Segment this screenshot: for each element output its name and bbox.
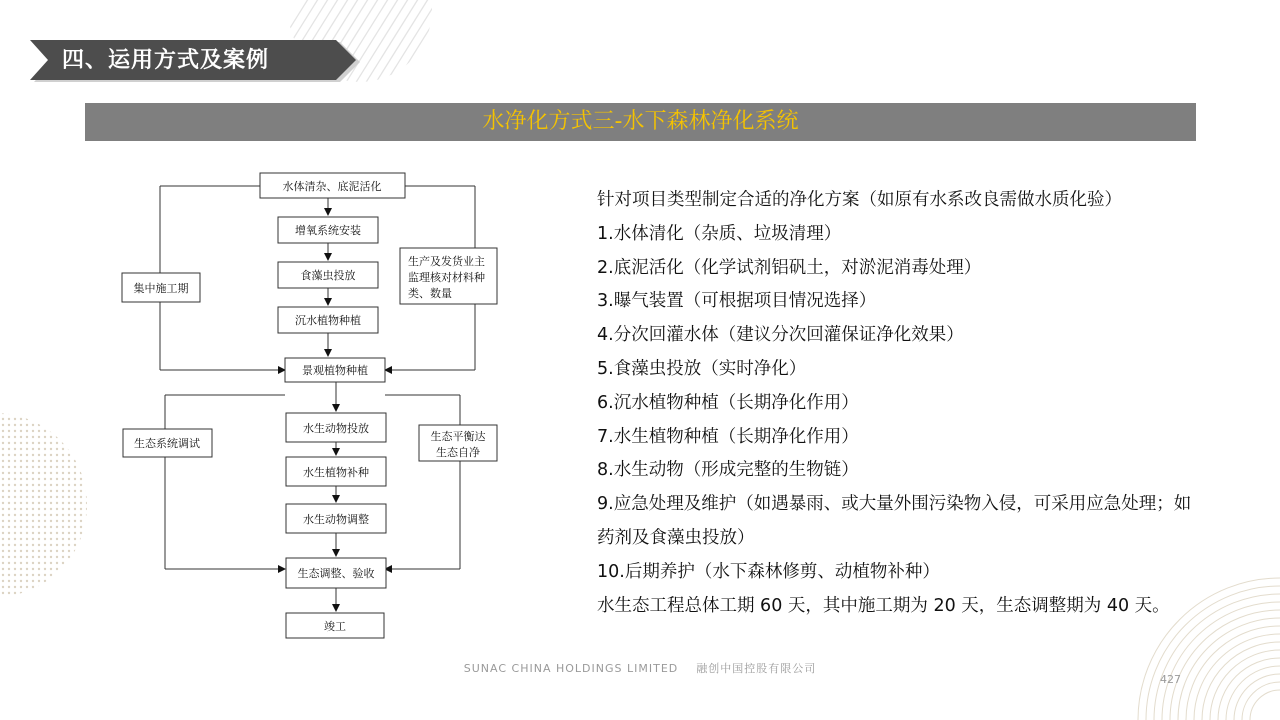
flow-side-label: 生产及发货业主 [408,255,485,268]
flow-step-label: 水生动物投放 [303,422,369,435]
flow-step-label: 水生植物补种 [303,466,369,479]
flow-step [286,558,386,588]
description-item: 药剂及食藻虫投放） [597,527,755,548]
description-item: 9.应急处理及维护（如遇暴雨、或大量外围污染物入侵，可采用应急处理；如 [597,494,1192,515]
flow-step [278,217,378,243]
description-text [597,184,1237,623]
description-summary: 水生态工程总体工期 60 天，其中施工期为 20 天，生态调整期为 40 天。 [597,595,1170,616]
flow-side-label: 类、数量 [408,287,452,300]
description-item: 1.水体清化（杂质、垃圾清理） [597,223,842,244]
flow-step [286,613,384,638]
flow-step-label: 增氧系统安装 [295,224,361,237]
slide-title-bar [85,103,1196,141]
description-item: 2.底泥活化（化学试剂铝矾土，对淤泥消毒处理） [597,257,982,278]
flow-step-label: 水生动物调整 [303,513,369,526]
description-item: 3.曝气装置（可根据项目情况选择） [597,291,877,312]
flow-side-box-right-top [400,248,497,304]
description-item: 7.水生植物种植（长期净化作用） [597,426,859,447]
flow-step-label: 沉水植物种植 [295,314,361,327]
flow-side-label: 集中施工期 [133,282,189,295]
slide-title: 水净化方式三-水下森林净化系统 [482,109,799,134]
description-intro: 针对项目类型制定合适的净化方案（如原有水系改良需做水质化验） [597,190,1122,210]
footer [0,660,1280,676]
flow-step [260,173,405,198]
description-item: 5.食藻虫投放（实时净化） [597,358,807,379]
flow-step [286,413,386,442]
flow-step [278,307,378,333]
decorative-dots-left [0,410,90,600]
flow-step-label: 竣工 [324,620,346,633]
page-number: 427 [1160,673,1181,686]
flow-side-label: 监理核对材料种 [408,271,485,284]
description-item: 10.后期养护（水下森林修剪、动植物补种） [597,561,940,582]
section-title: 四、运用方式及案例 [62,48,270,73]
footer-company-cn: 融创中国控股有限公司 [696,662,817,675]
footer-company-en: SUNAC CHINA HOLDINGS LIMITED [463,662,679,675]
flow-step-label: 水体清杂、底泥活化 [282,180,382,193]
flow-step-label: 食藻虫投放 [300,269,356,282]
flow-step [286,504,386,533]
flow-side-label: 生态系统调试 [134,437,200,450]
flow-step-label: 生态调整、验收 [297,567,375,580]
flow-step [285,358,385,382]
flow-side-box-right-bottom [419,425,497,461]
flow-step [286,457,386,486]
process-flowchart [100,160,530,650]
flow-step [278,262,378,288]
flow-side-box-left-bottom [123,429,212,457]
description-item: 8.水生动物（形成完整的生物链） [597,460,859,481]
flow-side-box-left-top [122,273,200,302]
description-item: 4.分次回灌水体（建议分次回灌保证净化效果） [597,325,964,346]
description-item: 6.沉水植物种植（长期净化作用） [597,392,859,413]
flow-step-label: 景观植物种植 [302,364,368,377]
flow-side-label: 生态平衡达 [430,430,486,443]
flow-side-label: 生态自净 [436,446,480,459]
